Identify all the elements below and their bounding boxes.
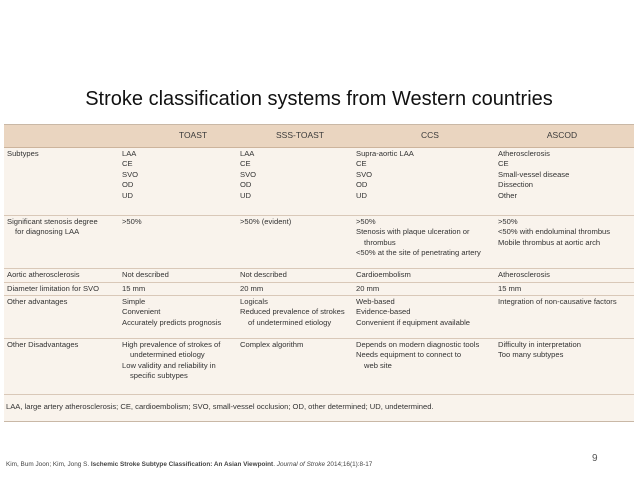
cell-toast [122, 340, 220, 382]
cell-toast-line: UD [122, 190, 133, 200]
row-label-line: Aortic atherosclerosis [7, 270, 80, 279]
cell-sss-toast-line: LAA [240, 149, 255, 158]
cell-sss-toast-line: UD [240, 190, 251, 200]
cell-sss-toast-line: OD [240, 180, 252, 190]
cell-ascod [498, 149, 569, 201]
cell-sss-toast-line: SVO [240, 169, 257, 179]
cell-ascod [498, 217, 610, 248]
cell-ccs-line: UD [356, 190, 367, 200]
table-footnote: LAA, large artery atherosclerosis; CE, cardioembolism; SVO, small-vessel occlusion; OD, other determined; UD, undetermined. [6, 402, 434, 411]
table-row-aortic-atherosclerosis [4, 268, 634, 283]
cell-toast [122, 297, 221, 328]
cell-ccs [356, 297, 470, 328]
row-label [7, 270, 80, 280]
cell-sss-toast-line: Not described [240, 270, 287, 279]
cell-ccs-line: Needs equipment to connect to [356, 350, 462, 360]
cell-ccs-line: OD [356, 180, 368, 190]
cell-ascod-line: Other [498, 190, 517, 200]
cell-ccs-line: thrombus [364, 237, 396, 247]
cell-ccs-line: <50% at the site of penetrating artery [356, 248, 481, 258]
table-row-stenosis-degree [4, 215, 634, 269]
classification-table [4, 124, 634, 422]
cell-ascod-line: Small-vessel disease [498, 169, 570, 179]
cell-ascod-line: 15 mm [498, 284, 522, 293]
cell-ascod-line: Atherosclerosis [498, 270, 550, 279]
cell-ccs-line: Web-based [356, 297, 395, 306]
cell-sss-toast-line: >50% (evident) [240, 217, 292, 226]
cell-ccs [356, 270, 411, 280]
cell-ccs [356, 284, 379, 294]
cell-toast-line: specific subtypes [130, 371, 188, 381]
row-label [7, 297, 67, 307]
cell-ascod-line: Mobile thrombus at aortic arch [498, 237, 601, 247]
cell-ccs [356, 217, 481, 259]
cell-sss-toast-line: Logicals [240, 297, 268, 306]
cell-ccs-line: SVO [356, 169, 373, 179]
cell-toast-line: >50% [122, 217, 142, 226]
cell-ccs-line: Evidence-based [356, 307, 411, 317]
cell-ccs-line: Cardioembolism [356, 270, 411, 279]
cell-ccs-line: Stenosis with plaque ulceration or [356, 227, 470, 237]
row-label-line: Other Disadvantages [7, 340, 79, 349]
cell-ccs-line: CE [356, 159, 367, 169]
cell-sss-toast [240, 284, 263, 294]
citation-journal: Journal of Stroke [276, 461, 326, 468]
citation-details: 2014;16(1):8-17 [325, 461, 373, 468]
cell-ascod-line: >50% [498, 217, 518, 226]
cell-ascod [498, 297, 617, 307]
cell-toast-line: Accurately predicts prognosis [122, 317, 222, 327]
row-label-line: Diameter limitation for SVO [7, 284, 99, 293]
cell-ccs [356, 340, 479, 371]
row-label [7, 149, 39, 159]
cell-toast-line: 15 mm [122, 284, 146, 293]
cell-toast-line: Convenient [122, 307, 161, 317]
header-sss-toast: SSS-TOAST [275, 130, 325, 140]
table-row-other-disadvantages [4, 338, 634, 395]
cell-toast-line: LAA [122, 149, 137, 158]
table-row-subtypes [4, 147, 634, 216]
cell-ascod [498, 284, 521, 294]
citation [6, 461, 372, 468]
cell-ccs [356, 149, 414, 201]
row-label [7, 284, 99, 294]
cell-sss-toast [240, 270, 287, 280]
cell-sss-toast-line: of undetermined etiology [248, 317, 332, 327]
cell-sss-toast-line: CE [240, 159, 251, 169]
cell-toast-line: SVO [122, 169, 139, 179]
row-label-line: for diagnosing LAA [15, 227, 80, 237]
cell-ccs-line: Depends on modern diagnostic tools [356, 340, 480, 349]
cell-toast [122, 217, 142, 227]
row-label [7, 217, 98, 238]
cell-sss-toast-line: Complex algorithm [240, 340, 304, 349]
slide-title: Stroke classification systems from Western countries [85, 88, 553, 110]
cell-ascod-line: CE [498, 159, 509, 169]
cell-ascod-line: Integration of non-causative factors [498, 297, 617, 306]
header-ascod: ASCOD [546, 130, 578, 140]
cell-ascod [498, 340, 581, 361]
cell-toast [122, 270, 169, 280]
cell-sss-toast [240, 217, 291, 227]
cell-toast-line: Not described [122, 270, 169, 279]
row-label-line: Subtypes [7, 149, 39, 158]
cell-sss-toast-line: Reduced prevalence of strokes [240, 307, 345, 317]
cell-toast [122, 284, 145, 294]
cell-ascod-line: Dissection [498, 180, 534, 190]
cell-ccs-line: Supra-aortic LAA [356, 149, 414, 158]
cell-toast-line: CE [122, 159, 133, 169]
cell-toast-line: Simple [122, 297, 146, 306]
cell-sss-toast [240, 297, 345, 328]
cell-ascod-line: Atherosclerosis [498, 149, 550, 158]
cell-sss-toast [240, 149, 256, 201]
page-number: 9 [592, 453, 598, 464]
citation-separator: . [273, 461, 277, 468]
citation-authors: Kim, Bum Joon; Kim, Jong S. [6, 461, 91, 468]
cell-ccs-line: web site [364, 360, 392, 370]
cell-toast-line: undetermined etiology [130, 350, 205, 360]
cell-ascod-line: Difficulty in interpretation [498, 340, 582, 349]
citation-article: Ischemic Stroke Subtype Classification: An Asian Viewpoint [90, 461, 274, 468]
cell-ascod-line: <50% with endoluminal thrombus [498, 227, 611, 237]
cell-ccs-line: >50% [356, 217, 376, 226]
table-row-other-advantages [4, 295, 634, 339]
cell-ascod-line: Too many subtypes [498, 350, 564, 360]
row-label [7, 340, 78, 350]
table-row-svo-diameter [4, 282, 634, 296]
table-header-row [4, 125, 634, 148]
cell-toast-line: OD [122, 180, 134, 190]
cell-ccs-line: Convenient if equipment available [356, 317, 470, 327]
cell-ascod [498, 270, 550, 280]
header-toast: TOAST [178, 130, 208, 140]
cell-toast-line: Low validity and reliability in [122, 360, 216, 370]
cell-ccs-line: 20 mm [356, 284, 380, 293]
row-label-line: Other advantages [7, 297, 68, 306]
row-label-line: Significant stenosis degree [7, 217, 98, 226]
cell-sss-toast-line: 20 mm [240, 284, 264, 293]
cell-toast [122, 149, 138, 201]
cell-toast-line: High prevalence of strokes of [122, 340, 221, 349]
cell-sss-toast [240, 340, 303, 350]
header-ccs: CCS [421, 130, 439, 140]
